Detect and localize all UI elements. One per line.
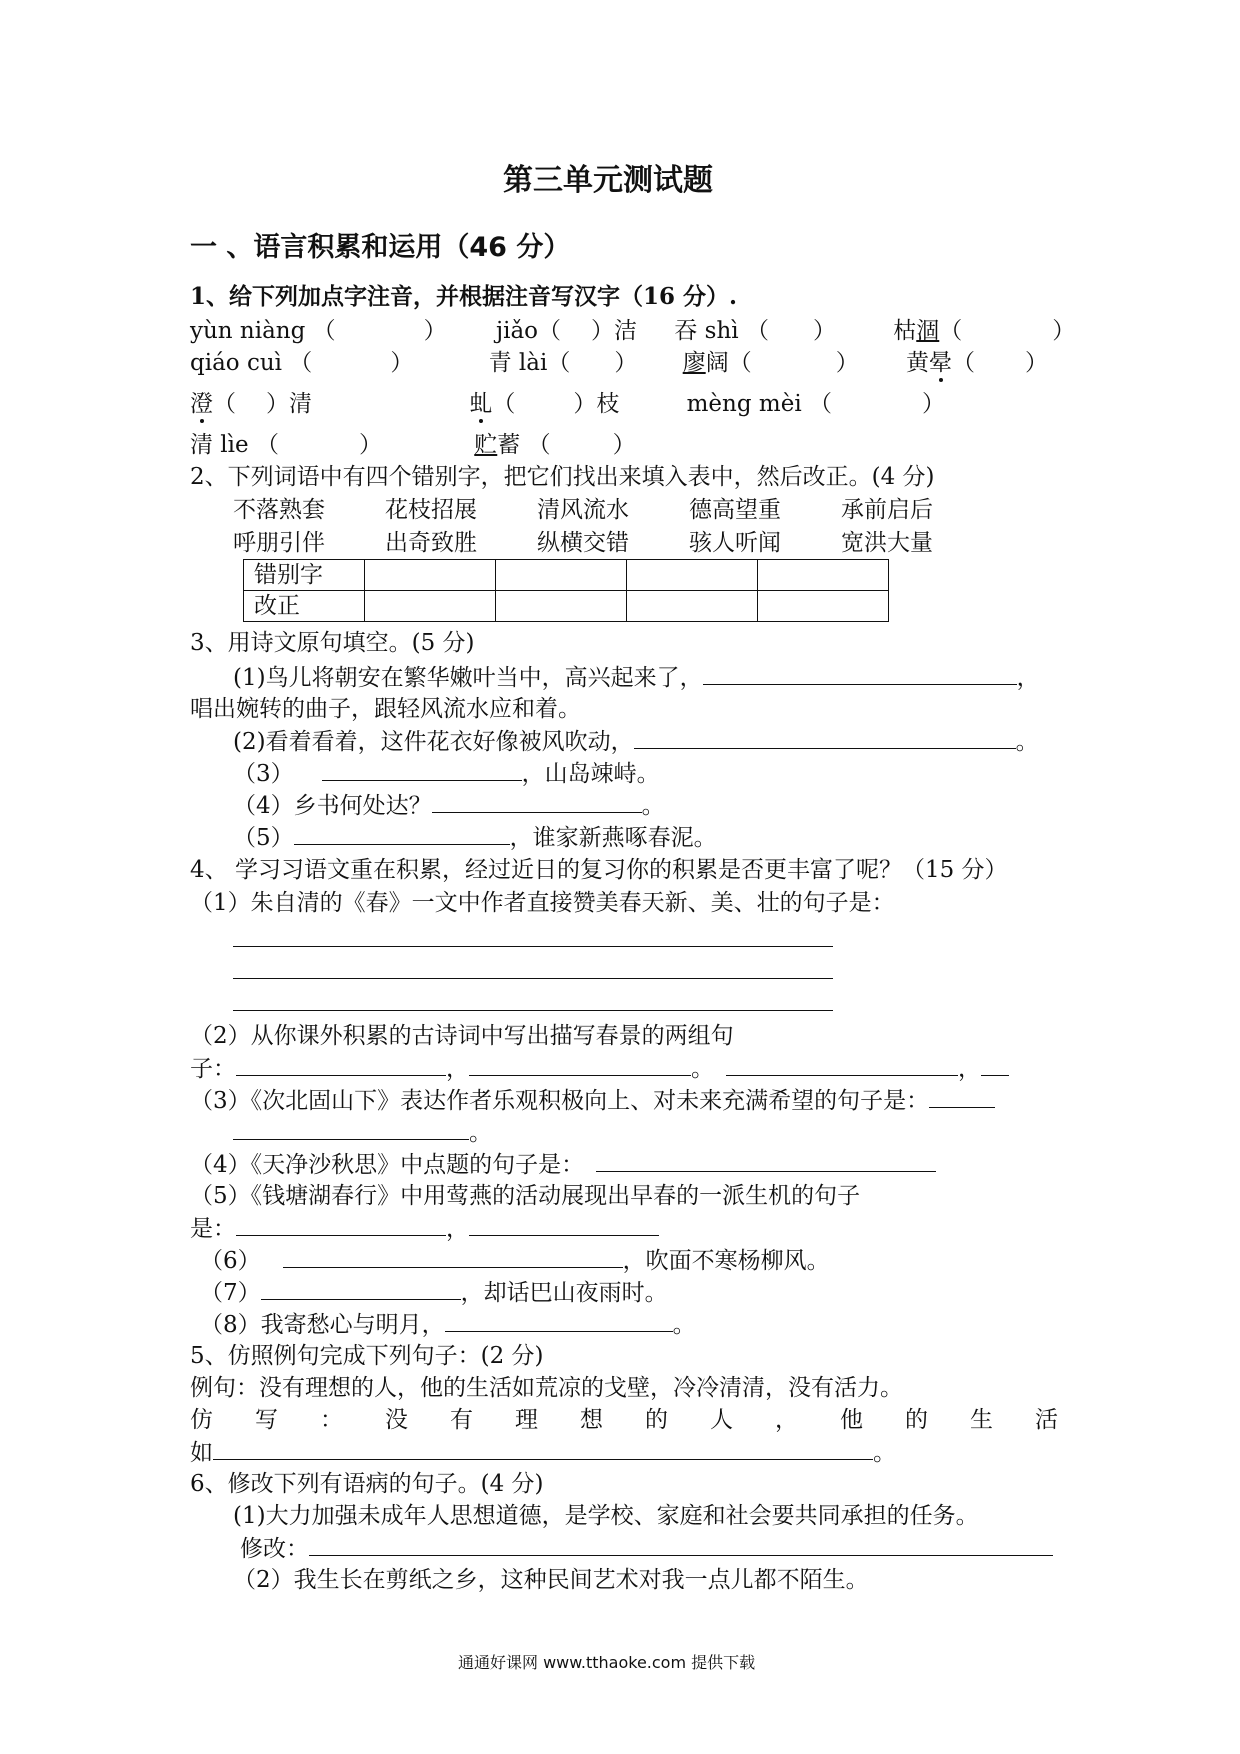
answer-line[interactable] — [233, 978, 833, 979]
answer-blank[interactable] — [703, 662, 1017, 685]
q5-imitate-cont: 如 。 — [190, 1437, 896, 1468]
q4-sub-8: （8）我寄愁心与明月， 。 — [200, 1309, 696, 1340]
page-title: 第三单元测试题 — [503, 163, 713, 198]
q4-sub-1: （1）朱自清的《春》一文中作者直接赞美春天新、美、壮的句子是： — [190, 890, 895, 916]
q4-sub-3-cont: 。 — [233, 1117, 492, 1148]
question-6-prompt: 6、修改下列有语病的句子。(4 分) — [190, 1471, 544, 1497]
q4-sub-2-cont: 子： ， 。 ， — [190, 1053, 1009, 1084]
question-1-prompt: 1、给下列加点字注音，并根据注音写汉字（16 分）. — [190, 283, 738, 310]
q3-line-1: (1)鸟儿将朝安在繁华嫩叶当中，高兴起来了， ， — [233, 662, 1040, 693]
q1-row-1: yùn niàng （ ） jiǎo（ ）洁 吞 shì （ ） 枯涸（ ） — [190, 318, 1076, 344]
q4-sub-6: （6） ，吹面不寒杨柳风。 — [200, 1245, 830, 1276]
footer-credit: 通通好课网 www.tthaoke.com 提供下载 — [458, 1653, 756, 1672]
q4-sub-7: （7） ，却话巴山夜雨时。 — [200, 1277, 668, 1308]
table-cell[interactable] — [496, 591, 627, 622]
q4-sub-5-cont: 是： ， — [190, 1213, 659, 1244]
q5-imitate-line: 仿 写 ： 没 有 理 想 的 人 ， 他 的 生 活 — [190, 1407, 1058, 1433]
q3-line-1-cont: 唱出婉转的曲子，跟轻风流水应和着。 — [190, 696, 581, 722]
table-cell[interactable] — [627, 560, 758, 591]
answer-blank[interactable] — [233, 1117, 469, 1140]
answer-blank[interactable] — [929, 1085, 995, 1108]
q6-fix-line: 修改： — [240, 1533, 1053, 1564]
q5-example: 例句：没有理想的人，他的生活如荒凉的戈壁，冷冷清清，没有活力。 — [190, 1375, 903, 1401]
table-cell[interactable] — [758, 560, 889, 591]
answer-blank[interactable] — [294, 822, 510, 845]
q3-line-3: （3） ，山岛竦峙。 — [233, 758, 660, 789]
q1-row-4: 清 lìe （ ） 贮蓄 （ ） — [190, 432, 636, 458]
q3-line-4: （4）乡书何处达？ 。 — [233, 790, 665, 821]
q1-row-3: 澄（ ）清 虬（ ）枝 mèng mèi （ ） — [190, 391, 945, 417]
q2-words-row-2: 呼朋引伴 出奇致胜 纵横交错 骇人听闻 宽洪大量 — [233, 530, 933, 556]
q4-sub-4: （4）《天净沙秋思》中点题的句子是： — [190, 1149, 936, 1180]
q4-sub-2: （2）从你课外积累的古诗词中写出描写春景的两组句 — [190, 1023, 734, 1049]
answer-blank[interactable] — [309, 1533, 1053, 1556]
question-3-prompt: 3、用诗文原句填空。(5 分) — [190, 630, 475, 656]
table-cell[interactable] — [365, 591, 496, 622]
answer-blank[interactable] — [596, 1149, 936, 1172]
answer-blank[interactable] — [726, 1053, 958, 1076]
q2-words-row-1: 不落熟套 花枝招展 清风流水 德高望重 承前启后 — [233, 497, 933, 523]
answer-blank[interactable] — [432, 790, 642, 813]
answer-blank[interactable] — [213, 1437, 873, 1460]
answer-line[interactable] — [233, 1010, 833, 1011]
question-4-prompt: 4、 学习习语文重在积累，经过近日的复习你的积累是否更丰富了呢？（15 分） — [190, 857, 1008, 883]
table-cell[interactable] — [365, 560, 496, 591]
answer-blank[interactable] — [445, 1309, 673, 1332]
answer-blank[interactable] — [236, 1053, 446, 1076]
q3-line-5: （5） ，谁家新燕啄春泥。 — [233, 822, 717, 853]
answer-blank[interactable] — [469, 1213, 659, 1236]
question-2-prompt: 2、下列词语中有四个错别字，把它们找出来填入表中，然后改正。(4 分) — [190, 464, 935, 490]
answer-blank[interactable] — [236, 1213, 446, 1236]
q6-sentence-1: (1)大力加强未成年人思想道德，是学校、家庭和社会要共同承担的任务。 — [233, 1503, 979, 1529]
question-5-prompt: 5、仿照例句完成下列句子：(2 分) — [190, 1343, 544, 1369]
table-header-wrong: 错别字 — [244, 560, 365, 591]
correction-table — [243, 559, 889, 622]
table-cell[interactable] — [496, 560, 627, 591]
table-cell[interactable] — [758, 591, 889, 622]
answer-line[interactable] — [233, 946, 833, 947]
answer-blank[interactable] — [469, 1053, 691, 1076]
q1-row-2: qiáo cuì （ ） 青 lài（ ） 廖阔（ ） 黄晕（ ） — [190, 350, 1048, 376]
answer-blank[interactable] — [634, 726, 1016, 749]
section-heading: 一 、语言积累和运用（46 分） — [190, 232, 571, 263]
table-cell[interactable] — [627, 591, 758, 622]
answer-blank[interactable] — [981, 1053, 1009, 1076]
answer-blank[interactable] — [322, 758, 522, 781]
q4-sub-3: （3）《次北固山下》表达作者乐观积极向上、对未来充满希望的句子是： — [190, 1085, 995, 1116]
q6-sentence-2: （2）我生长在剪纸之乡，这种民间艺术对我一点儿都不陌生。 — [233, 1567, 869, 1593]
table-header-fix: 改正 — [244, 591, 365, 622]
q3-line-2: (2)看着看着，这件花衣好像被风吹动， 。 — [233, 726, 1039, 757]
answer-blank[interactable] — [283, 1245, 623, 1268]
answer-blank[interactable] — [261, 1277, 461, 1300]
q4-sub-5: （5）《钱塘湖春行》中用莺燕的活动展现出早春的一派生机的句子 — [190, 1183, 861, 1209]
